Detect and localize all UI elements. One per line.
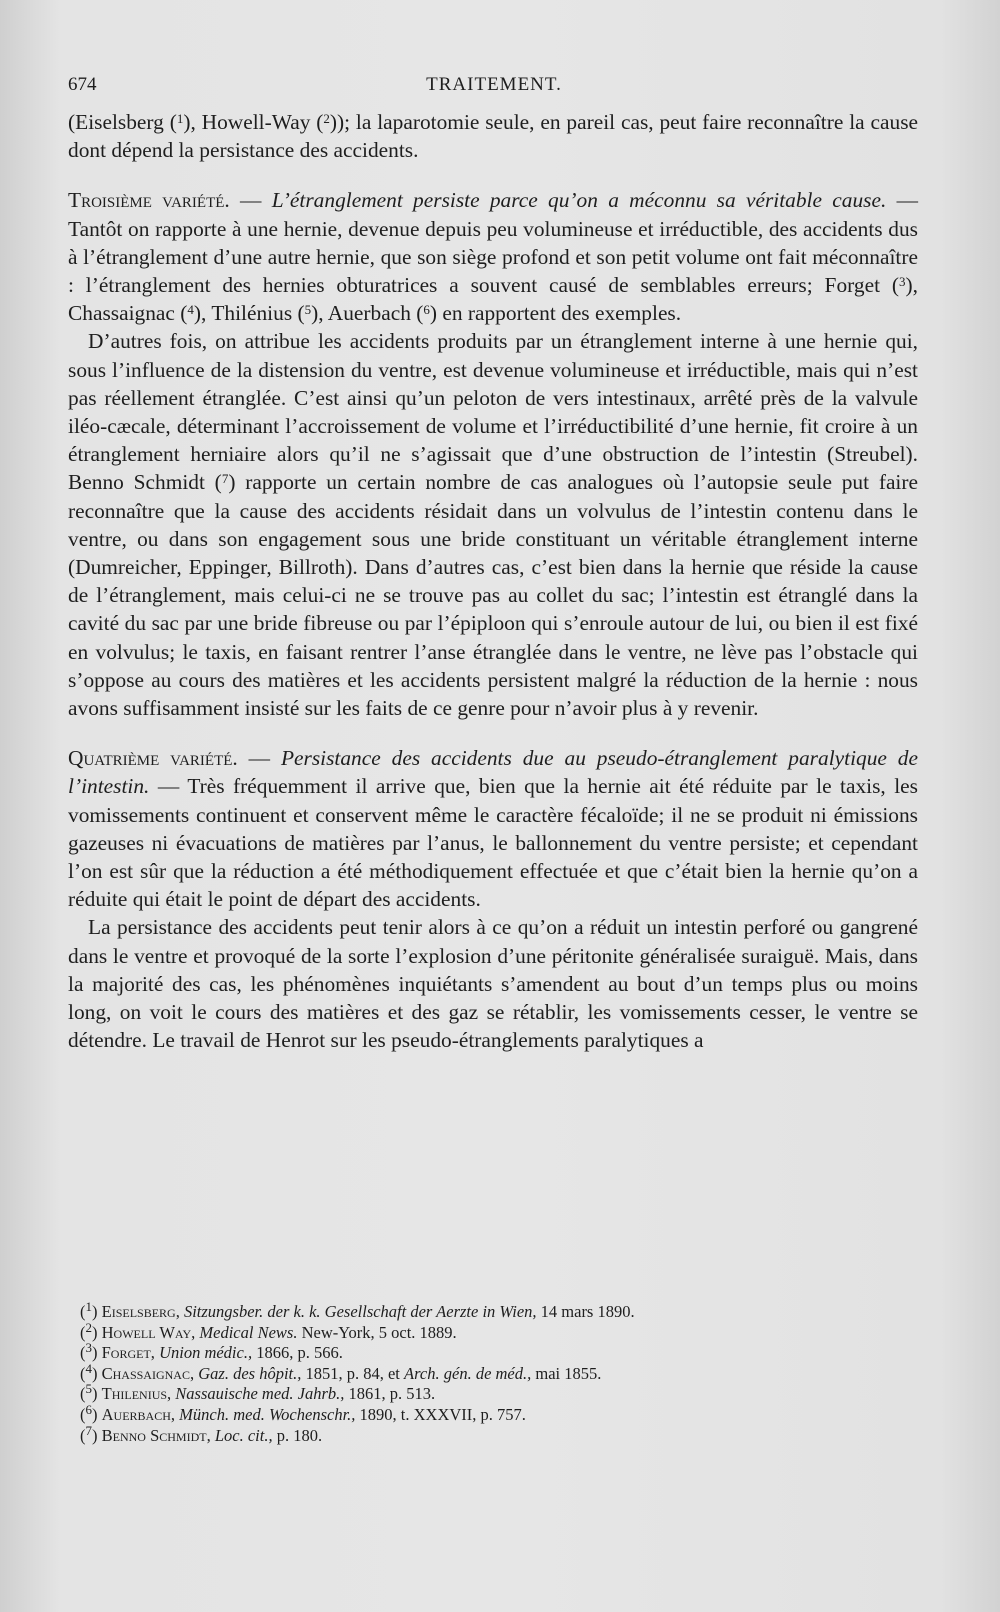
running-title: TRAITEMENT. <box>426 74 562 95</box>
text-run: (Eiselsberg ( <box>68 110 177 134</box>
footnote-source: Arch. gén. de méd., <box>404 1363 532 1383</box>
footnote-source: Münch. med. Wochenschr., <box>179 1404 356 1424</box>
footnote-author: Thilenius, <box>101 1384 172 1404</box>
paragraph: La persistance des accidents peut tenir alors à ce qu’on a réduit un intestin perforé ou gangrené dans le ventre et provoqué de la sorte l’explosion d’une péritonite généralisée suraiguë. Mais, dans la majorité des cas, les phénomènes inquiétants s’amendent au bout d’un temps plus ou moins long, on voit le cours des matières et des gaz se rétablir, les vomissements cesser, le ventre se détendre. Le travail de Henrot sur les pseudo-étranglements paralytiques a <box>68 915 918 1053</box>
footnote-author: Chassaignac, <box>101 1363 195 1383</box>
text-run: — Tantôt on rapporte à une hernie, devenue depuis peu volumineuse et irréductible, des accidents dus à l’étranglement d’une autre hernie, que son siège profond et son petit volume ont fait méconnaître : l’étranglement des hernies obturatrices a souvent causé de semblables erreurs; Forget ( <box>68 188 918 298</box>
footnote-number: 6 <box>85 1401 92 1417</box>
footnote: ($^6$) Auerbach, Münch. med. Wochenschr., 1890, t. XXXVII, p. 757. <box>80 1401 526 1424</box>
footnote-detail: 1890, t. XXXVII, p. 757. <box>355 1404 526 1424</box>
footnote-number: 7 <box>85 1422 92 1438</box>
footnote-number: 5 <box>85 1381 92 1397</box>
running-header <box>68 74 920 98</box>
footnote-ref: 6 <box>423 302 430 318</box>
footnote-source: Union médic., <box>159 1343 253 1363</box>
section-title: Persistance des accidents due au pseudo-étranglement paralytique de l’intestin. <box>68 746 918 799</box>
footnote-author: Benno Schmidt, <box>101 1425 211 1445</box>
footnotes <box>80 1299 900 1446</box>
text-run: — Très fréquemment il arrive que, bien que la hernie ait été réduite par le taxis, les vomissements continuent et conservent même le caractère fécaloïde; il ne se produit ni émissions gazeuses ni évacuations de matières par l’anus, le ballonnement du ventre persiste; et cependant l’on est sûr que la réduction a été méthodiquement effectuée et que c’était bien la hernie qu’on a réduite qui était le point de départ des accidents. <box>68 774 918 912</box>
text-run: — <box>229 188 272 213</box>
footnote-source: Sitzungsber. der k. k. Gesellschaft der Aerzte in Wien, <box>183 1302 537 1321</box>
section-troisieme-variete <box>68 186 918 327</box>
section-title: L’étranglement persiste parce qu’on a méconnu sa véritable cause. <box>271 188 887 213</box>
footnote-source: Gaz. des hôpit., <box>198 1363 302 1383</box>
footnote-ref: 1 <box>176 111 184 126</box>
footnote-ref: 7 <box>221 471 229 487</box>
footnote-ref: 3 <box>899 274 906 290</box>
paragraph <box>68 327 918 722</box>
footnote-author: Auerbach, <box>101 1404 176 1424</box>
text-run: ) rapporte un certain nombre de cas analogues où l’autopsie seule put faire reconnaître que la cause des accidents résidait dans un volvulus de l’intestin contenu dans le ventre, ou dans son engagement sous une bride constituant un véritable étranglement interne (Dumreicher, Eppinger, Billroth). Dans d’autres cas, c’est bien dans la hernie que réside la cause de l’étranglement, mais celui-ci ne se trouve pas au collet du sac; l’intestin est étranglé dans la cavité du sac par une bride fibreuse ou par l’épiploon qui s’enroule autour de lui, ou bien il est fixé en volvulus; le taxis, en faisant rentrer l’anse étranglée dans le ventre, ne lève pas l’obstacle qui s’oppose au cours des matières et les accidents persistent malgré la réduction de la hernie : nous avons suffisamment insisté sur les faits de ce genre pour n’avoir plus à y revenir. <box>68 470 918 721</box>
section-label: Troisième variété. <box>68 188 230 213</box>
footnote-source: Nassauische med. Jahrb., <box>175 1384 345 1404</box>
text-run: ), Howell-Way ( <box>183 110 324 134</box>
footnote: ($^3$) Forget, Union médic., 1866, p. 566. <box>80 1340 343 1363</box>
footnote: ($^5$) Thilenius, Nassauische med. Jahrb., 1861, p. 513. <box>80 1381 436 1404</box>
footnote-source: Loc. cit., <box>214 1425 273 1445</box>
text-run: )); la laparotomie seule, en pareil cas, peut faire reconnaître la cause dont dépend la persistance des accidents. <box>68 110 919 163</box>
footnote-detail: 1851, p. 84, et <box>301 1363 405 1383</box>
footnote: ($^2$) Howell Way, Medical News. New-York, 5 oct. 1889. <box>80 1319 457 1342</box>
section-label: Quatrième variété. <box>68 746 238 771</box>
footnote-detail: p. 180. <box>272 1425 323 1445</box>
footnote-source: Medical News. <box>199 1322 298 1342</box>
footnote: ($^4$) Chassaignac, Gaz. des hôpit., 1851, p. 84, et Arch. gén. de méd., mai 1855. <box>80 1360 602 1383</box>
page-number: 674 <box>68 74 97 95</box>
footnote-ref: 5 <box>304 302 312 318</box>
footnote: ($^7$) Benno Schmidt, Loc. cit., p. 180. <box>80 1422 323 1445</box>
footnote-author: Forget, <box>101 1343 155 1363</box>
footnote-number: 2 <box>85 1319 92 1335</box>
section-quatrieme-variete <box>68 744 918 913</box>
footnote-author: Eiselsberg, <box>101 1302 180 1321</box>
footnote-detail: mai 1855. <box>531 1363 602 1383</box>
footnote-number: 1 <box>85 1299 92 1314</box>
footnote-number: 3 <box>85 1340 92 1356</box>
footnote-detail: 1866, p. 566. <box>252 1343 343 1363</box>
footnote-detail: 1861, p. 513. <box>344 1384 436 1404</box>
paragraph-continuation <box>68 108 918 164</box>
text-run: ) en rapportent des exemples. <box>429 301 682 326</box>
footnote-ref: 4 <box>187 302 194 318</box>
text-run: — <box>237 746 281 771</box>
text-run: ), Chassaignac ( <box>68 273 918 326</box>
footnote: ($^1$) Eiselsberg, Sitzungsber. der k. k. Gesellschaft der Aerzte in Wien, 14 mars 1890. <box>80 1299 635 1321</box>
main-text <box>68 108 918 1055</box>
footnote-detail: New-York, 5 oct. 1889. <box>297 1322 457 1342</box>
footnote-ref: 2 <box>323 111 330 126</box>
text-run: D’autres fois, on attribue les accidents produits par un étranglement interne à une hernie qui, sous l’influence de la distension du ventre, est devenue volumineuse et irréductible, mais qui n’est pas réellement étranglée. C’est ainsi qu’un peloton de vers intestinaux, arrêté près de la valvule iléo-cæcale, déterminant l’accroissement de volume et l’irréductibilité d’une hernie, fit croire à un étranglement herniaire alors qu’il ne s’agissait que d’une obstruction de l’intestin (Streubel). Benno Schmidt ( <box>68 329 918 495</box>
text-run: ), Thilénius ( <box>193 301 305 326</box>
footnote-number: 4 <box>85 1360 92 1376</box>
footnote-author: Howell Way, <box>101 1322 196 1342</box>
footnote-detail: 14 mars 1890. <box>536 1302 635 1321</box>
text-run: ), Auerbach ( <box>311 301 424 326</box>
